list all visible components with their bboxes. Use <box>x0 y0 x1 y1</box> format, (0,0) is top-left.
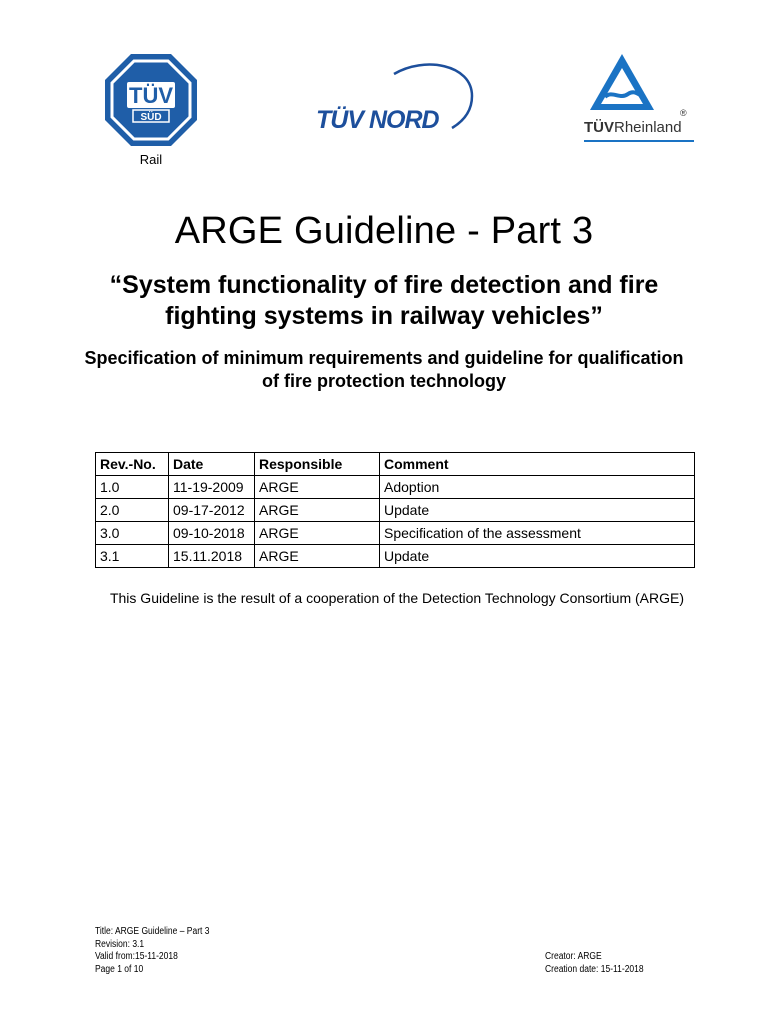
cell-rev-no: 3.1 <box>96 545 169 568</box>
footer-revision: Revision: 3.1 <box>95 938 145 950</box>
cell-date: 09-17-2012 <box>169 499 255 522</box>
cell-date: 15.11.2018 <box>169 545 255 568</box>
cell-comment: Specification of the assessment <box>380 522 695 545</box>
cell-rev-no: 3.0 <box>96 522 169 545</box>
revision-table-header <box>96 453 695 476</box>
table-row <box>96 476 695 499</box>
cell-date: 11-19-2009 <box>169 476 255 499</box>
tuv-rheinland-text-bold: TÜV <box>584 119 614 136</box>
footer-creator: Creator: ARGE <box>545 951 602 962</box>
cell-responsible: ARGE <box>255 476 380 499</box>
tuv-rheinland-underline <box>584 140 694 142</box>
header-comment: Comment <box>380 453 695 476</box>
footer-creation-date: Creation date: 15-11-2018 <box>545 963 644 975</box>
cell-comment: Update <box>380 545 695 568</box>
tuv-rheinland-text-regular: Rheinland <box>614 119 682 136</box>
table-row <box>96 545 695 568</box>
tuv-nord-logo <box>314 60 479 135</box>
revision-table <box>95 452 695 568</box>
table-row <box>96 499 695 522</box>
tuv-sud-octagon-icon <box>103 52 199 148</box>
tuv-sud-caption: Rail <box>139 152 163 167</box>
table-row <box>96 522 695 545</box>
document-subtitle: “System functionality of fire detection and fire fighting systems in railway vehicles” <box>109 271 659 330</box>
cell-comment: Update <box>380 499 695 522</box>
footer-page-number: Page 1 of 10 <box>95 963 144 975</box>
svg-text:TÜVRheinland <box>584 119 682 136</box>
cell-date: 09-10-2018 <box>169 522 255 545</box>
cooperation-note: This Guideline is the result of a cooperation of the Detection Technology Consortium (ARGE) <box>109 590 685 606</box>
document-specification: Specification of minimum requirements and guideline for qualification of fire protection technology <box>84 348 684 391</box>
footer-left <box>95 926 209 976</box>
tuv-rheinland-triangle-icon <box>590 54 654 110</box>
header-responsible: Responsible <box>255 453 380 476</box>
cell-responsible: ARGE <box>255 545 380 568</box>
registered-mark: ® <box>680 108 687 118</box>
tuv-rheinland-logo <box>582 52 697 147</box>
cell-rev-no: 2.0 <box>96 499 169 522</box>
cell-rev-no: 1.0 <box>96 476 169 499</box>
footer-right <box>545 951 644 976</box>
tuv-sud-rail-logo <box>103 52 199 172</box>
tuv-sud-sub-mark-text: SÜD <box>140 112 162 123</box>
footer-title: Title: ARGE Guideline – Part 3 <box>95 926 210 937</box>
cell-responsible: ARGE <box>255 522 380 545</box>
header-date: Date <box>169 453 255 476</box>
tuv-nord-text: TÜV NORD <box>316 106 439 134</box>
cell-comment: Adoption <box>380 476 695 499</box>
header-rev-no: Rev.-No. <box>96 453 169 476</box>
document-title: ARGE Guideline - Part 3 <box>174 210 594 252</box>
cell-responsible: ARGE <box>255 499 380 522</box>
footer-valid-from: Valid from:15-11-2018 <box>95 951 178 962</box>
tuv-sud-mark-text: TÜV <box>129 83 173 108</box>
